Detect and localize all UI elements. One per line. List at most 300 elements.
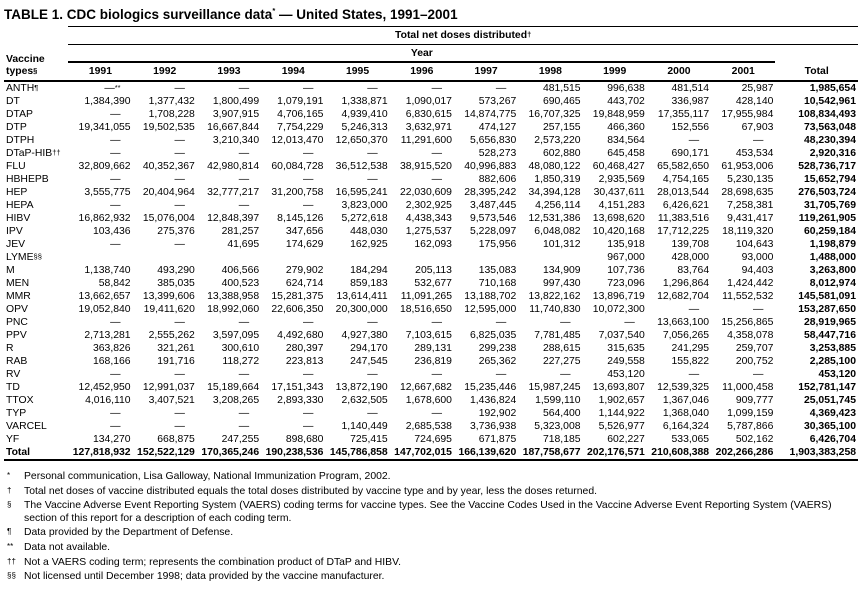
cell: —	[174, 135, 185, 146]
cell: 12,531,386	[528, 213, 581, 224]
cell: 17,151,343	[271, 382, 324, 393]
cell: 11,291,600	[400, 135, 452, 146]
cell: 227,275	[542, 356, 581, 367]
year-header: Year	[68, 45, 775, 63]
cell: 5,230,135	[727, 174, 774, 185]
row-label: RAB	[6, 356, 28, 367]
cell: 1,488,000	[809, 252, 856, 263]
group-header-footnote-marker: †	[527, 30, 532, 39]
cell: 336,987	[671, 96, 710, 107]
year-column-header: 1992	[133, 62, 197, 81]
cell: 1,367,046	[662, 395, 710, 406]
cell: 2,935,569	[598, 174, 645, 185]
cell: —	[431, 83, 442, 94]
cell: 1,377,432	[148, 96, 195, 107]
cell: —	[238, 174, 250, 185]
cell: 385,035	[157, 278, 195, 289]
cell: 3,632,971	[405, 122, 452, 133]
row-label: RV	[6, 369, 21, 380]
cell: 175,956	[478, 239, 517, 250]
cell: 6,426,704	[809, 434, 856, 445]
table-row	[4, 95, 858, 108]
cell: 1,099,159	[727, 408, 774, 419]
cell: 428,140	[735, 96, 774, 107]
cell: 2,573,220	[534, 135, 581, 146]
cell: 20,404,964	[142, 187, 195, 198]
cell: 25,051,745	[803, 395, 856, 406]
footnote	[7, 486, 859, 499]
cell: —	[174, 200, 185, 211]
cell: 118,272	[222, 356, 260, 367]
cell: 6,825,035	[470, 330, 517, 341]
cell: 135,083	[478, 265, 517, 276]
cell: 13,693,807	[592, 382, 645, 393]
cell: 28,919,965	[803, 317, 856, 328]
cell: 4,438,343	[405, 213, 452, 224]
cell: 3,208,265	[212, 395, 260, 406]
cell: 275,376	[157, 226, 195, 237]
cell: 7,754,229	[277, 122, 324, 133]
cell: 1,850,319	[534, 174, 581, 185]
cell: 162,093	[414, 239, 452, 250]
cell: 184,294	[350, 265, 388, 276]
total-row-label: Total	[4, 446, 68, 460]
cell: 533,065	[671, 434, 710, 445]
cell: —	[110, 135, 121, 146]
cell: —	[495, 317, 507, 328]
table-footer	[4, 446, 858, 460]
cell	[390, 251, 454, 264]
cell: 448,030	[350, 226, 388, 237]
table-row	[4, 368, 858, 381]
cell: 3,253,885	[809, 343, 856, 354]
row-label: ANTH¶	[6, 83, 39, 94]
row-label: HBHEPB	[6, 174, 49, 185]
cell: 202,176,571	[583, 446, 647, 460]
cell: —**	[104, 83, 121, 94]
cell: —	[303, 148, 314, 159]
cell: 28,013,544	[657, 187, 710, 198]
cell: —	[110, 408, 121, 419]
cell: —	[688, 369, 700, 380]
cell: 205,113	[415, 265, 452, 276]
cell: —	[431, 148, 442, 159]
cell: 30,365,100	[803, 421, 856, 432]
cell: 265,362	[478, 356, 517, 367]
total-row	[4, 446, 858, 460]
cell: 1,275,537	[405, 226, 452, 237]
cell: 12,539,325	[657, 382, 710, 393]
cell: 67,903	[741, 122, 774, 133]
footnotes	[4, 471, 859, 584]
cell: 882,606	[478, 174, 517, 185]
cell: —	[110, 109, 121, 120]
cell: —	[238, 408, 250, 419]
cell: 16,595,241	[335, 187, 388, 198]
row-label: MEN	[6, 278, 30, 289]
year-column-header: 1996	[390, 62, 454, 81]
cell: —	[752, 304, 764, 315]
cell: 671,875	[478, 434, 517, 445]
cell: 147,702,015	[390, 446, 454, 460]
cell: 7,037,540	[598, 330, 645, 341]
cell: 10,072,300	[592, 304, 645, 315]
cell: 241,295	[671, 343, 710, 354]
cell	[261, 251, 325, 264]
cell: —	[238, 421, 250, 432]
cell: 10,542,961	[803, 96, 856, 107]
footnote-marker: §§	[7, 571, 16, 581]
cell: 22,030,609	[399, 187, 452, 198]
stub-line2: types	[6, 65, 34, 77]
cell: 4,256,114	[535, 200, 581, 211]
cell: —	[367, 83, 378, 94]
cell: 898,680	[285, 434, 324, 445]
cell: 3,823,000	[341, 200, 388, 211]
year-header-spacer	[775, 45, 858, 63]
year-column-header: 1991	[68, 62, 132, 81]
row-label-footnote-marker: ††	[52, 148, 61, 157]
cell: 174,629	[285, 239, 324, 250]
cell: —	[238, 148, 250, 159]
cell: 2,920,316	[809, 148, 856, 159]
footnote-marker: *	[7, 471, 11, 480]
row-label: TTOX	[6, 395, 34, 406]
cell: 16,707,325	[528, 109, 581, 120]
cell: 162,925	[350, 239, 388, 250]
cell: 1,144,922	[598, 408, 645, 419]
table-row	[4, 225, 858, 238]
cell: 1,079,191	[277, 96, 324, 107]
cell: 279,902	[285, 265, 324, 276]
cell: 152,781,147	[798, 382, 856, 393]
cell: 94,403	[741, 265, 774, 276]
footnote-text: Total net doses of vaccine distributed equals the total doses distributed by vaccine type and by year, less the doses returned.	[24, 485, 597, 497]
cell: 724,695	[414, 434, 452, 445]
cell: —	[431, 317, 442, 328]
cell: 13,698,620	[592, 213, 645, 224]
cell: 8,145,126	[277, 213, 324, 224]
table-row	[4, 160, 858, 173]
year-column-header: 2000	[647, 62, 711, 81]
cell: 406,566	[221, 265, 260, 276]
table-row	[4, 147, 858, 160]
page-title	[4, 7, 858, 22]
cell: 7,258,381	[727, 200, 774, 211]
cell: —	[174, 148, 185, 159]
cell: 5,228,097	[470, 226, 517, 237]
row-label: JEV	[6, 239, 26, 250]
row-label: FLU	[6, 161, 26, 172]
table-row	[4, 290, 858, 303]
cell: 107,736	[607, 265, 645, 276]
table-row	[4, 342, 858, 355]
row-label: LYME§§	[6, 252, 42, 263]
cell: 108,834,493	[798, 109, 856, 120]
table-row	[4, 394, 858, 407]
row-label: HEPA	[6, 200, 34, 211]
cell: 73,563,048	[803, 122, 856, 133]
table-row	[4, 199, 858, 212]
cell: —	[752, 135, 764, 146]
cell: 13,872,190	[335, 382, 388, 393]
cell: 31,705,769	[803, 200, 856, 211]
cell: 1,338,871	[341, 96, 388, 107]
cell: 481,514	[671, 83, 710, 94]
cell: 61,953,006	[721, 161, 774, 172]
table-row	[4, 212, 858, 225]
cell: —	[238, 200, 250, 211]
cell: —	[688, 135, 700, 146]
cell: —	[110, 369, 121, 380]
row-label: DTP	[6, 122, 27, 133]
cell: —	[303, 174, 314, 185]
cell: 42,980,814	[207, 161, 260, 172]
footnote	[7, 557, 859, 570]
footnote	[7, 542, 859, 555]
cell: 321,261	[157, 343, 195, 354]
cell: 30,437,611	[593, 187, 645, 198]
table-row	[4, 251, 858, 264]
cell: 28,698,635	[721, 187, 774, 198]
cell: —	[367, 174, 378, 185]
cell: 60,468,427	[592, 161, 645, 172]
table-row	[4, 277, 858, 290]
cell: 34,394,128	[528, 187, 581, 198]
cell: 65,582,650	[657, 161, 710, 172]
cell: 288,615	[542, 343, 581, 354]
title-text: TABLE 1. CDC biologics surveillance data	[4, 7, 273, 22]
cell: 1,424,442	[727, 278, 774, 289]
cell: 2,555,262	[148, 330, 195, 341]
row-label: YF	[6, 434, 20, 445]
cell: 909,777	[735, 395, 774, 406]
cell: 15,235,446	[464, 382, 517, 393]
cell: 11,740,830	[529, 304, 581, 315]
cell: 9,573,546	[470, 213, 517, 224]
cell: 134,909	[542, 265, 581, 276]
cell: 3,263,800	[809, 265, 856, 276]
cell: —	[560, 369, 571, 380]
table-row	[4, 316, 858, 329]
cell: 139,708	[671, 239, 710, 250]
cell: 3,555,775	[84, 187, 131, 198]
cell: —	[624, 317, 635, 328]
cell: 14,874,775	[464, 109, 517, 120]
footnote-text: The Vaccine Adverse Event Reporting System (VAERS) coding terms for vaccine types. See the Vaccine Codes Used in the Vaccine Adverse Event Reporting System (VAERS) section of this report for a description of each coding term.	[24, 500, 832, 524]
cell: —	[110, 239, 121, 250]
group-header-row	[4, 27, 858, 45]
table-row	[4, 433, 858, 446]
cell: 12,595,000	[464, 304, 517, 315]
cell: 5,323,008	[534, 421, 581, 432]
cell: 645,458	[607, 148, 645, 159]
cell: 602,880	[542, 148, 581, 159]
cell: 247,545	[350, 356, 388, 367]
cell: 83,764	[677, 265, 710, 276]
cell: 347,656	[285, 226, 324, 237]
cell: 93,000	[741, 252, 774, 263]
cell: 15,256,865	[721, 317, 774, 328]
row-label-footnote-marker: §§	[33, 252, 42, 261]
table-row	[4, 355, 858, 368]
cell: 1,678,600	[405, 395, 452, 406]
cell: —	[110, 148, 121, 159]
cell: 280,397	[285, 343, 324, 354]
cell: 453,120	[607, 369, 645, 380]
cell: —	[174, 317, 185, 328]
cell: 152,556	[671, 122, 710, 133]
footnote-text: Not a VAERS coding term; represents the combination product of DTaP and HIBV.	[24, 556, 401, 568]
cell: —	[303, 83, 314, 94]
row-label: TD	[6, 382, 20, 393]
cell: 12,991,037	[142, 382, 195, 393]
year-column-header: 1998	[518, 62, 582, 81]
cell: 573,267	[478, 96, 517, 107]
row-label: HEP	[6, 187, 28, 198]
footnote-marker: **	[7, 541, 14, 551]
cell: 48,080,122	[528, 161, 581, 172]
cell: 19,052,840	[78, 304, 131, 315]
cell: 2,632,505	[341, 395, 388, 406]
cell: 32,777,217	[207, 187, 260, 198]
cell: 624,714	[285, 278, 324, 289]
cell	[325, 251, 389, 264]
cell: 38,915,520	[399, 161, 452, 172]
cell: 7,781,485	[534, 330, 581, 341]
cell: 602,227	[607, 434, 645, 445]
table-header	[4, 27, 858, 82]
cell: 443,702	[607, 96, 645, 107]
cell: 18,119,320	[722, 226, 774, 237]
cell: 12,667,682	[399, 382, 452, 393]
cell: 6,164,324	[662, 421, 710, 432]
cell: 15,652,794	[803, 174, 856, 185]
cell: 191,716	[157, 356, 195, 367]
cell: 4,016,110	[85, 395, 131, 406]
footnote-marker: ¶	[7, 527, 12, 537]
cell: 20,300,000	[335, 304, 388, 315]
row-label: DTaP-HIB††	[6, 148, 61, 159]
cell: 19,502,535	[142, 122, 195, 133]
cell: —	[303, 421, 314, 432]
cell: 40,352,367	[142, 161, 195, 172]
cell: 466,360	[607, 122, 645, 133]
cell: 859,183	[350, 278, 388, 289]
cell: 8,012,974	[809, 278, 856, 289]
year-column-header: 1995	[325, 62, 389, 81]
footnote-marker: †	[7, 485, 12, 495]
cell: 474,127	[478, 122, 517, 133]
cell: —	[303, 369, 314, 380]
table-body	[4, 81, 858, 446]
year-column-header: 1994	[261, 62, 325, 81]
table-row	[4, 121, 858, 134]
row-label: IPV	[6, 226, 23, 237]
cell: 400,523	[221, 278, 260, 289]
cell: 299,238	[478, 343, 517, 354]
cell: 145,786,858	[325, 446, 389, 460]
cell: 168,166	[93, 356, 131, 367]
cell: 1,903,383,258	[775, 446, 858, 460]
cell: 40,996,883	[464, 161, 517, 172]
cell: 7,056,265	[662, 330, 710, 341]
cell: 1,198,879	[809, 239, 856, 250]
table-row	[4, 134, 858, 147]
cell: —	[688, 304, 700, 315]
table-row	[4, 238, 858, 251]
cell: 5,787,866	[727, 421, 774, 432]
cell: 22,606,350	[271, 304, 324, 315]
cell: 300,610	[221, 343, 260, 354]
cell: 7,103,615	[405, 330, 452, 341]
cell: 281,257	[221, 226, 260, 237]
cell: —	[560, 317, 571, 328]
cell: —	[110, 200, 121, 211]
table-row	[4, 407, 858, 420]
cell: 127,818,932	[68, 446, 132, 460]
cell: 2,713,281	[84, 330, 131, 341]
cell: 18,992,060	[207, 304, 260, 315]
cell: 1,138,740	[84, 265, 131, 276]
cell: 4,706,165	[277, 109, 324, 120]
row-label: PPV	[6, 330, 27, 341]
cell: 12,013,470	[271, 135, 324, 146]
cell: 60,084,728	[271, 161, 324, 172]
cell: 6,426,621	[662, 200, 710, 211]
cell: 4,369,423	[809, 408, 856, 419]
cell: 17,355,117	[657, 109, 710, 120]
cell: 101,312	[542, 239, 581, 250]
stub-footnote-marker: §	[33, 65, 38, 75]
cell: 247,255	[221, 434, 260, 445]
cell: 1,599,110	[535, 395, 581, 406]
cell: —	[367, 408, 378, 419]
title-text-after: — United States, 1991–2001	[275, 7, 458, 22]
column-labels-row	[4, 62, 858, 81]
cell: —	[238, 369, 250, 380]
cell: 3,736,938	[470, 421, 517, 432]
cell: 5,656,830	[470, 135, 517, 146]
cell: 294,170	[350, 343, 388, 354]
cell: 152,522,129	[133, 446, 197, 460]
cell: 236,819	[414, 356, 452, 367]
cell: 710,168	[478, 278, 517, 289]
cell: 145,581,091	[798, 291, 856, 302]
cell: —	[238, 317, 250, 328]
cell: 2,285,100	[809, 356, 856, 367]
cell: 60,259,184	[803, 226, 856, 237]
cell: 135,918	[607, 239, 645, 250]
cell: —	[495, 369, 507, 380]
cell: 15,281,375	[271, 291, 324, 302]
cell: 200,752	[735, 356, 774, 367]
year-column-header: 1993	[197, 62, 261, 81]
cell: 3,407,521	[148, 395, 195, 406]
cell	[133, 251, 197, 264]
cell	[454, 251, 518, 264]
cell: —	[303, 317, 314, 328]
cell: 5,272,618	[341, 213, 388, 224]
row-label: DTPH	[6, 135, 35, 146]
row-label-footnote-marker: ¶	[34, 83, 39, 92]
year-column-header: 1999	[583, 62, 647, 81]
cell: 276,503,724	[798, 187, 856, 198]
cell: 12,682,704	[657, 291, 710, 302]
cell: 17,955,984	[721, 109, 774, 120]
row-label: HIBV	[6, 213, 31, 224]
cell: 1,985,654	[809, 83, 856, 94]
